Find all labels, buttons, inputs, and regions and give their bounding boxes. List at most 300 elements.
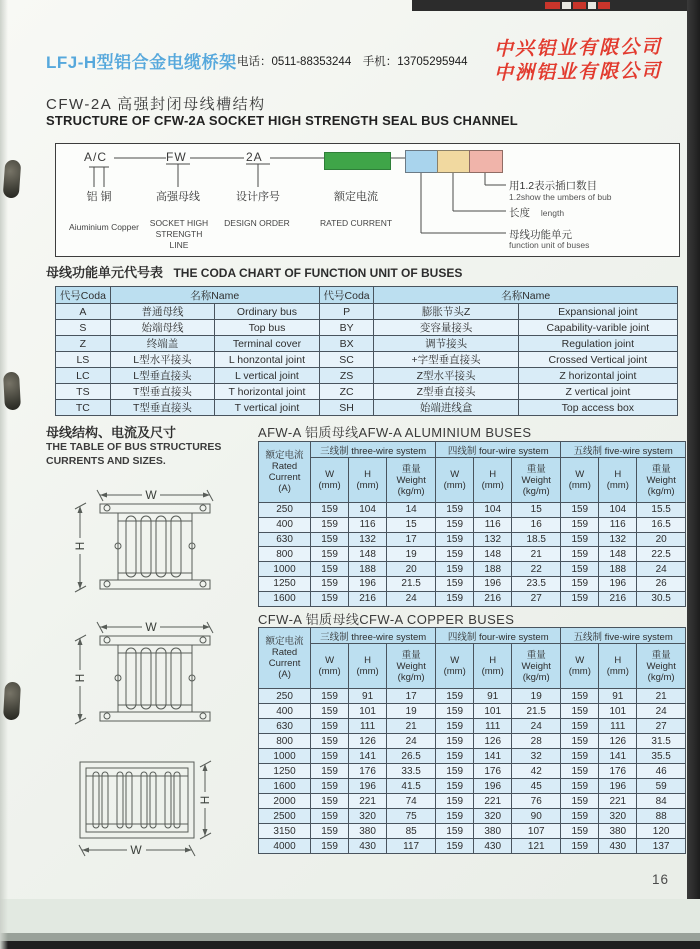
socket-annotation-cn: 用1.2表示插口数目 (509, 180, 598, 192)
col-header-weight: 重量 Weight (kg/m) (637, 644, 686, 689)
contact-info: 电话：0511-88353244 手机：13705295944 (237, 56, 468, 68)
table-cell: 116 (349, 517, 387, 532)
table-cell: 137 (637, 839, 686, 854)
table-cell: 159 (561, 734, 599, 749)
table-cell: 141 (349, 749, 387, 764)
five-wire-header: 五线制 five-wire system (561, 442, 686, 458)
table-cell: 19 (387, 547, 436, 562)
table-cell: 159 (436, 517, 474, 532)
table-row (56, 400, 678, 416)
table-row (56, 304, 678, 320)
table-cell: TS (56, 384, 111, 400)
table-row (56, 320, 678, 336)
table-cell: 159 (561, 719, 599, 734)
table-cell: 17 (387, 532, 436, 547)
table-row (56, 352, 678, 368)
table-cell: T型垂直接头 (110, 384, 214, 400)
unit-annotation-cn: 母线功能单元 (509, 229, 572, 241)
table-cell: Regulation joint (518, 336, 677, 352)
table-cell: 35.5 (637, 749, 686, 764)
table-cell: 116 (599, 517, 637, 532)
rated-en3: (A) (278, 483, 291, 494)
dim-label-h: H (73, 673, 87, 683)
bus-section-diagram-1 (70, 488, 220, 598)
table-cell: 400 (259, 704, 311, 719)
table-cell: ZC (319, 384, 374, 400)
table-cell: 1000 (259, 749, 311, 764)
table-cell: 41.5 (387, 779, 436, 794)
table-cell: 216 (474, 591, 512, 606)
length-annotation (509, 205, 564, 220)
table-cell: Ordinary bus (215, 304, 319, 320)
table-cell: 104 (474, 503, 512, 518)
table-cell: SH (319, 400, 374, 416)
page-number: 16 (652, 872, 670, 887)
table-cell: Capability-varible joint (518, 320, 677, 336)
table-cell: 159 (561, 689, 599, 704)
col-header-w: W (mm) (311, 458, 349, 503)
table-cell: 2500 (259, 809, 311, 824)
table-row (259, 824, 686, 839)
table-row (259, 749, 686, 764)
table-cell: 21.5 (387, 576, 436, 591)
table-cell: 159 (561, 704, 599, 719)
table-cell: BY (319, 320, 374, 336)
table-cell: 159 (561, 517, 599, 532)
col-header-w: W (mm) (436, 644, 474, 689)
table-cell: 188 (474, 562, 512, 577)
table-cell: 24 (512, 719, 561, 734)
table-cell: 159 (436, 532, 474, 547)
table-cell: 121 (512, 839, 561, 854)
table-cell: 111 (349, 719, 387, 734)
table-cell: 159 (311, 794, 349, 809)
four-wire-header: 四线制 four-wire system (436, 628, 561, 644)
coda-chart-title (46, 262, 462, 282)
table-cell: L型水平接头 (110, 352, 214, 368)
table-cell: Top access box (518, 400, 677, 416)
table-cell: 21 (637, 689, 686, 704)
table-cell: 159 (311, 503, 349, 518)
table-cell: 2000 (259, 794, 311, 809)
table-cell: 148 (599, 547, 637, 562)
table-cell: 159 (561, 764, 599, 779)
scan-edge-bottom (0, 941, 700, 949)
table-cell: 终端盖 (110, 336, 214, 352)
table-row (259, 689, 686, 704)
table-cell: 188 (599, 562, 637, 577)
table-cell: 普通母线 (110, 304, 214, 320)
table-cell: 33.5 (387, 764, 436, 779)
current-label-cn: 额定电流 (334, 191, 378, 203)
table-cell: LS (56, 352, 111, 368)
table-cell: 159 (436, 734, 474, 749)
table-row (259, 547, 686, 562)
rated-current-box (324, 152, 391, 170)
scan-mark-red (598, 2, 610, 9)
table-cell: 159 (561, 503, 599, 518)
table-cell: 800 (259, 734, 311, 749)
scan-edge-right (687, 0, 700, 941)
material-label-en: Aiuminium Copper (69, 222, 139, 232)
bus-structure-title-en1: THE TABLE OF BUS STRUCTURES (46, 441, 222, 453)
sub-header-row (259, 458, 686, 503)
table-row (259, 779, 686, 794)
model-code-diagram (55, 143, 680, 257)
table-cell: 107 (512, 824, 561, 839)
coda-title-en: THE CODA CHART OF FUNCTION UNIT OF BUSES (173, 266, 463, 280)
table-row (56, 368, 678, 384)
order-label-cn: 设计序号 (236, 191, 280, 203)
table-row (259, 734, 686, 749)
five-wire-header: 五线制 five-wire system (561, 628, 686, 644)
table-cell: 159 (436, 719, 474, 734)
table-cell: 90 (512, 809, 561, 824)
table-row (259, 503, 686, 518)
table-cell: 74 (387, 794, 436, 809)
rated-current-header (259, 442, 311, 503)
table-cell: 20 (387, 562, 436, 577)
rated-current-header (259, 628, 311, 689)
table-cell: 400 (259, 517, 311, 532)
table-cell: Expansional joint (518, 304, 677, 320)
table-cell: 216 (349, 591, 387, 606)
table-cell: 141 (599, 749, 637, 764)
table-cell: 159 (561, 749, 599, 764)
rated-en1: Rated (271, 461, 298, 472)
table-cell: 20 (637, 532, 686, 547)
table-cell: Top bus (215, 320, 319, 336)
table-cell: 196 (349, 576, 387, 591)
current-label-en: RATED CURRENT (319, 218, 393, 228)
table-cell: 变容量接头 (374, 320, 518, 336)
dim-label-h: H (73, 541, 87, 551)
col-header-code-right: 代号Coda (319, 287, 374, 304)
col-header-w: W (mm) (561, 644, 599, 689)
table-cell: 221 (599, 794, 637, 809)
table-cell: 30.5 (637, 591, 686, 606)
rated-en3: (A) (278, 669, 291, 680)
scan-mark-white (588, 2, 596, 9)
table-cell: 196 (474, 779, 512, 794)
table-cell: 159 (311, 719, 349, 734)
col-header-h: H (mm) (599, 458, 637, 503)
dim-label-w: W (145, 620, 157, 634)
table-cell: 1000 (259, 562, 311, 577)
table-cell: SC (319, 352, 374, 368)
table-cell: 23.5 (512, 576, 561, 591)
table-cell: L honzontal joint (215, 352, 319, 368)
table-cell: 21.5 (512, 704, 561, 719)
table-cell: 159 (561, 779, 599, 794)
table-row (259, 576, 686, 591)
table-cell: P (319, 304, 374, 320)
table-cell: 始端进线盒 (374, 400, 518, 416)
table-cell: 27 (637, 719, 686, 734)
table-cell: 159 (436, 839, 474, 854)
table-cell: 159 (311, 689, 349, 704)
table-cell: 18.5 (512, 532, 561, 547)
rated-en2: Current (268, 472, 301, 483)
table-cell: 26 (637, 576, 686, 591)
table-cell: 27 (512, 591, 561, 606)
table-cell: 159 (436, 562, 474, 577)
bus-structure-title-cn: 母线结构、电流及尺寸 (46, 425, 177, 440)
table-cell: 159 (561, 591, 599, 606)
table-cell: 159 (436, 824, 474, 839)
table-cell: 320 (599, 809, 637, 824)
table-cell: 159 (436, 576, 474, 591)
order-label-en: DESIGN ORDER (224, 218, 290, 228)
binder-clip (3, 682, 21, 721)
table-cell: 250 (259, 689, 311, 704)
table-row (259, 591, 686, 606)
table-cell: 101 (349, 704, 387, 719)
table-cell: 104 (349, 503, 387, 518)
series-label-cn: 高强母线 (156, 191, 200, 203)
table-cell: 76 (512, 794, 561, 809)
table-cell: 22 (512, 562, 561, 577)
table-cell: 126 (474, 734, 512, 749)
table-cell: 250 (259, 503, 311, 518)
col-header-weight: 重量 Weight (kg/m) (387, 644, 436, 689)
table-cell: 45 (512, 779, 561, 794)
table-cell: 111 (599, 719, 637, 734)
scan-band-mid (0, 933, 700, 941)
material-label-cn: 铝 铜 (86, 191, 112, 203)
section-title-cn: CFW-2A 高强封闭母线槽结构 (46, 96, 266, 113)
table-cell: 28 (512, 734, 561, 749)
table-cell: 1600 (259, 591, 311, 606)
table-cell: 32 (512, 749, 561, 764)
scan-mark-white (562, 2, 571, 9)
table-cell: 159 (311, 764, 349, 779)
table-cell: 159 (561, 794, 599, 809)
table-cell: 430 (599, 839, 637, 854)
table-cell: 117 (387, 839, 436, 854)
table-cell: Crossed Vertical joint (518, 352, 677, 368)
table-cell: 221 (474, 794, 512, 809)
table-cell: 188 (349, 562, 387, 577)
series-label-en-1: SOCKET HIGH (149, 218, 209, 228)
table-cell: 24 (637, 704, 686, 719)
table-cell: 120 (637, 824, 686, 839)
col-header-h: H (mm) (349, 644, 387, 689)
table-cell: 176 (474, 764, 512, 779)
table-cell: 104 (599, 503, 637, 518)
table-cell: 26.5 (387, 749, 436, 764)
product-title: LFJ-H型铝合金电缆桥架 (46, 53, 237, 72)
table-cell: 159 (436, 764, 474, 779)
table-cell: 91 (599, 689, 637, 704)
table-cell: ZS (319, 368, 374, 384)
scan-mark-red (545, 2, 560, 9)
bus-section-diagram-3 (62, 752, 227, 862)
table-cell: 1250 (259, 576, 311, 591)
table-cell: 159 (311, 576, 349, 591)
table-cell: 84 (637, 794, 686, 809)
table-cell: 1600 (259, 779, 311, 794)
table-cell: 159 (561, 576, 599, 591)
table-cell: 14 (387, 503, 436, 518)
dim-label-w: W (145, 488, 157, 502)
table-cell: 132 (474, 532, 512, 547)
bus-section-diagram-2 (70, 620, 220, 730)
table-cell: 159 (436, 704, 474, 719)
col-header-h: H (mm) (599, 644, 637, 689)
table-cell: 320 (349, 809, 387, 824)
table-cell: 196 (349, 779, 387, 794)
table-cell: 159 (561, 562, 599, 577)
function-unit-box (405, 150, 439, 173)
code-series: FW (166, 150, 187, 164)
code-order: 2A (246, 150, 263, 164)
length-annotation-cn: 长度 (509, 207, 530, 219)
col-header-w: W (mm) (311, 644, 349, 689)
table-cell: 159 (436, 547, 474, 562)
table-cell: 116 (474, 517, 512, 532)
table-cell: 91 (349, 689, 387, 704)
rated-en1: Rated (271, 647, 298, 658)
table-cell: 85 (387, 824, 436, 839)
col-header-w: W (mm) (436, 458, 474, 503)
table-cell: 101 (599, 704, 637, 719)
table-cell: 91 (474, 689, 512, 704)
table-cell: 430 (349, 839, 387, 854)
table-cell: 221 (349, 794, 387, 809)
table-cell: TC (56, 400, 111, 416)
table-cell: 141 (474, 749, 512, 764)
table-cell: 132 (349, 532, 387, 547)
length-annotation-en: length (540, 208, 565, 218)
table-cell: 24 (387, 734, 436, 749)
table-cell: 159 (436, 779, 474, 794)
col-header-weight: 重量 Weight (kg/m) (637, 458, 686, 503)
table-cell: 159 (311, 704, 349, 719)
col-header-name-left: 名称Name (110, 287, 319, 304)
table-cell: 3150 (259, 824, 311, 839)
col-header-w: W (mm) (561, 458, 599, 503)
table-cell: 159 (311, 779, 349, 794)
table-cell: T型垂直接头 (110, 400, 214, 416)
table-row (56, 336, 678, 352)
table-cell: +字型垂直接头 (374, 352, 518, 368)
table-cell: 1250 (259, 764, 311, 779)
table-cell: 111 (474, 719, 512, 734)
table-cell: 159 (311, 532, 349, 547)
table-row (259, 839, 686, 854)
system-header-row (259, 442, 686, 458)
copper-table-title: CFW-A 铝质母线CFW-A COPPER BUSES (258, 612, 515, 627)
table-cell: 159 (436, 749, 474, 764)
coda-header-row (56, 287, 678, 304)
table-cell: 216 (599, 591, 637, 606)
table-cell: 159 (561, 824, 599, 839)
table-cell: 24 (637, 562, 686, 577)
table-cell: 15 (512, 503, 561, 518)
table-cell: 380 (599, 824, 637, 839)
table-cell: Terminal cover (215, 336, 319, 352)
table-cell: 159 (311, 749, 349, 764)
table-cell: 21 (387, 719, 436, 734)
table-cell: 19 (512, 689, 561, 704)
table-cell: 320 (474, 809, 512, 824)
col-header-code-left: 代号Coda (56, 287, 111, 304)
table-cell: 159 (561, 809, 599, 824)
unit-annotation-en: function unit of buses (509, 240, 590, 250)
table-cell: 159 (311, 734, 349, 749)
table-cell: 196 (599, 576, 637, 591)
table-cell: 176 (599, 764, 637, 779)
table-cell: L型垂直接头 (110, 368, 214, 384)
code-material: A/C (84, 150, 108, 164)
table-cell: 15.5 (637, 503, 686, 518)
binder-clip (3, 372, 21, 411)
table-row (56, 384, 678, 400)
col-header-weight: 重量 Weight (kg/m) (387, 458, 436, 503)
scan-mark-red (573, 2, 586, 9)
length-box (437, 150, 471, 173)
table-cell: 126 (599, 734, 637, 749)
bus-structure-title-en2: CURRENTS AND SIZES. (46, 455, 166, 467)
table-cell: 630 (259, 532, 311, 547)
table-cell: 42 (512, 764, 561, 779)
sub-header-row (259, 644, 686, 689)
table-cell: 159 (436, 809, 474, 824)
table-cell: Z vertical joint (518, 384, 677, 400)
table-cell: 159 (311, 517, 349, 532)
col-header-h: H (mm) (349, 458, 387, 503)
table-cell: 24 (387, 591, 436, 606)
table-cell: 19 (387, 704, 436, 719)
table-cell: 膨胀节头Z (374, 304, 518, 320)
table-row (259, 764, 686, 779)
col-header-h: H (mm) (474, 644, 512, 689)
table-cell: 159 (311, 839, 349, 854)
rated-cn: 额定电流 (265, 636, 304, 647)
table-cell: 630 (259, 719, 311, 734)
series-label-en-2: STRENGTH LINE (155, 229, 203, 250)
table-cell: 430 (474, 839, 512, 854)
table-cell: S (56, 320, 111, 336)
table-cell: 159 (436, 689, 474, 704)
table-cell: 16.5 (637, 517, 686, 532)
table-cell: 159 (561, 547, 599, 562)
table-cell: 132 (599, 532, 637, 547)
table-cell: 176 (349, 764, 387, 779)
table-cell: 46 (637, 764, 686, 779)
table-cell: 17 (387, 689, 436, 704)
table-cell: L vertical joint (215, 368, 319, 384)
table-cell: Z horizontal joint (518, 368, 677, 384)
rated-en2: Current (268, 658, 301, 669)
table-cell: BX (319, 336, 374, 352)
aluminium-table-title: AFW-A 铝质母线AFW-A ALUMINIUM BUSES (258, 425, 532, 440)
table-cell: 21 (512, 547, 561, 562)
col-header-weight: 重量 Weight (kg/m) (512, 644, 561, 689)
table-row (259, 704, 686, 719)
table-cell: T vertical joint (215, 400, 319, 416)
table-cell: 75 (387, 809, 436, 824)
company-name-1: 中兴铝业有限公司 (493, 36, 663, 61)
table-cell: 88 (637, 809, 686, 824)
binder-clip (3, 159, 22, 198)
table-cell: 159 (311, 591, 349, 606)
system-header-row (259, 628, 686, 644)
table-cell: T horizontal joint (215, 384, 319, 400)
table-row (259, 719, 686, 734)
table-cell: 调节接头 (374, 336, 518, 352)
